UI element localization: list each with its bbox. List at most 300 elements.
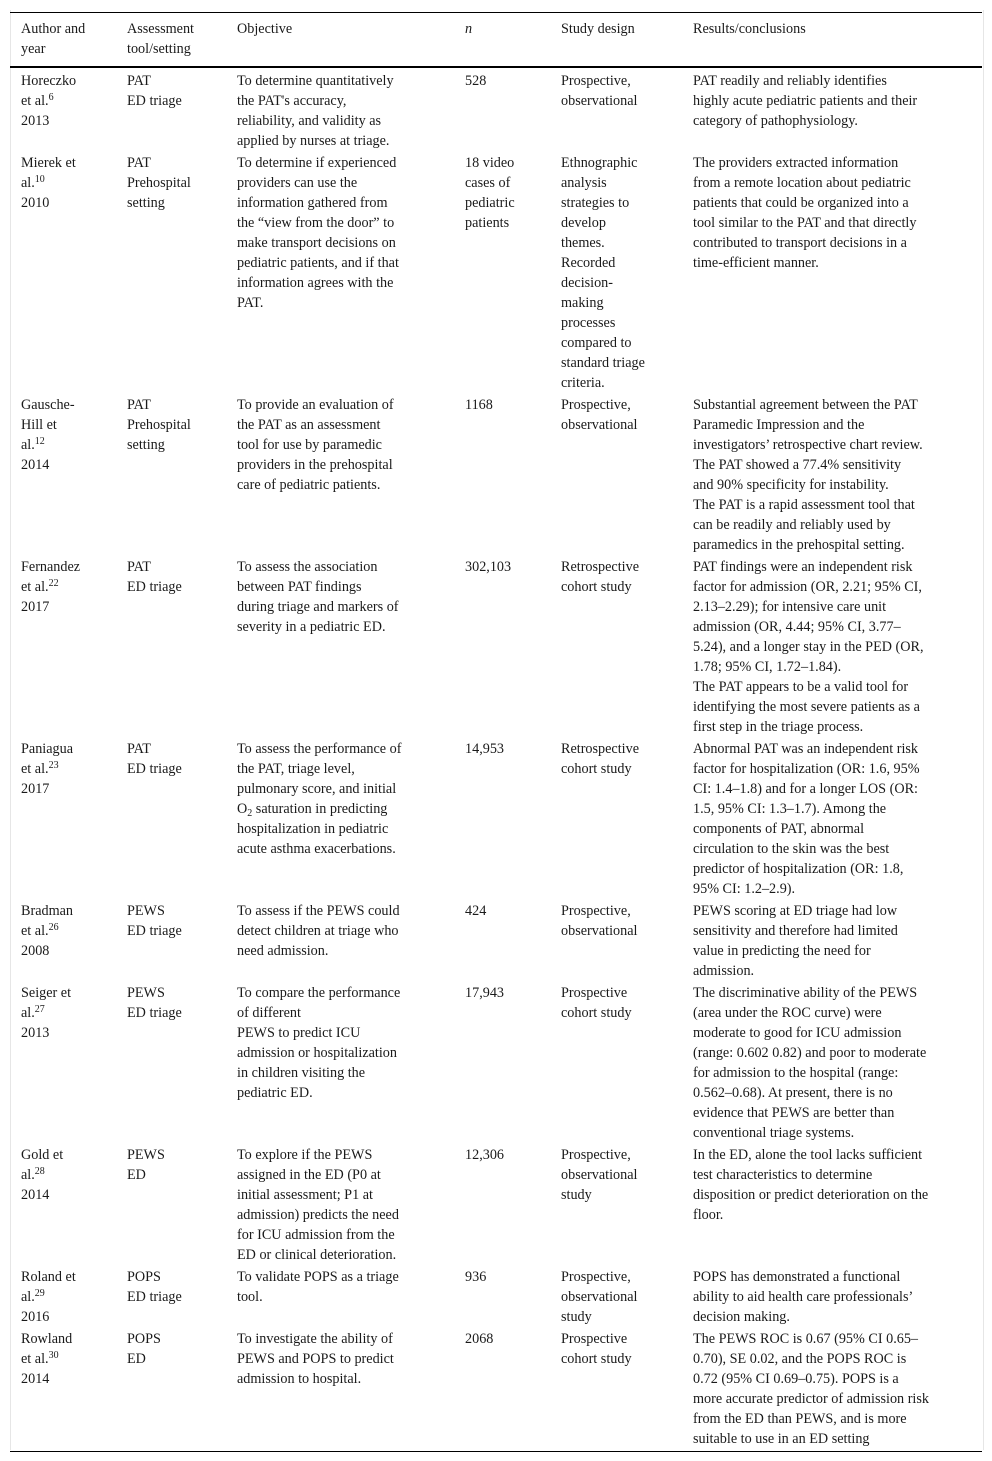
cell-line: POPS bbox=[127, 1269, 161, 1285]
cell-line: pulmonary score, and initial bbox=[237, 781, 397, 797]
cell-line: assigned in the ED (P0 at bbox=[237, 1167, 381, 1183]
year: 2013 bbox=[21, 113, 50, 129]
cell-line: cohort study bbox=[561, 1005, 632, 1021]
cell-line: The PAT is a rapid assessment tool that bbox=[693, 497, 915, 513]
cell-line: for ICU admission from the bbox=[237, 1227, 395, 1243]
cell-line: POPS bbox=[127, 1331, 161, 1347]
cell-line: make transport decisions on bbox=[237, 235, 396, 251]
year: 2013 bbox=[21, 1025, 50, 1041]
cell-line: patients that could be organized into a bbox=[693, 195, 909, 211]
table-row bbox=[10, 1267, 982, 1329]
cell-line: ED triage bbox=[127, 579, 182, 595]
cell-line: study bbox=[561, 1309, 592, 1325]
cell-line: PEWS and POPS to predict bbox=[237, 1351, 394, 1367]
table-row bbox=[10, 395, 982, 557]
o2-symbol: O bbox=[237, 801, 248, 817]
table-row bbox=[10, 901, 982, 983]
study-design-cell bbox=[550, 153, 682, 395]
cell-line: applied by nurses at triage. bbox=[237, 133, 390, 149]
cell-line: patients bbox=[465, 215, 510, 231]
author-line: al.$^{29}$ bbox=[21, 1288, 45, 1305]
assessment-tool-cell bbox=[116, 983, 226, 1145]
header-results: Results/conclusions bbox=[693, 21, 806, 37]
cell-line: making bbox=[561, 295, 604, 311]
cell-line: decision- bbox=[561, 275, 614, 291]
cell-line: Prospective bbox=[561, 985, 628, 1001]
cell-line: circulation to the skin was the best bbox=[693, 841, 890, 857]
cell-line: providers can use the bbox=[237, 175, 358, 191]
author-year-cell bbox=[10, 1267, 116, 1329]
cell-line: of different bbox=[237, 1005, 301, 1021]
cell-line: first step in the triage process. bbox=[693, 719, 864, 735]
cell-line: detect children at triage who bbox=[237, 923, 399, 939]
objective-cell bbox=[226, 395, 454, 557]
cell-line: The PEWS ROC is 0.67 (95% CI 0.65– bbox=[693, 1331, 919, 1347]
cell-line: In the ED, alone the tool lacks sufficient bbox=[693, 1147, 923, 1163]
author-line: Mierek et bbox=[21, 155, 76, 171]
cell-line: during triage and markers of bbox=[237, 599, 399, 615]
cell-line: CI: 1.4–1.8) and for a longer LOS (OR: bbox=[693, 781, 918, 797]
cell-line: information gathered from bbox=[237, 195, 388, 211]
objective-cell bbox=[226, 1145, 454, 1267]
study-design-cell bbox=[550, 983, 682, 1145]
author-year-cell bbox=[10, 1329, 116, 1452]
cell-line: hospitalization in pediatric bbox=[237, 821, 389, 837]
study-design-cell bbox=[550, 557, 682, 739]
study-design-cell bbox=[550, 901, 682, 983]
cell-line: more accurate predictor of admission risk bbox=[693, 1391, 929, 1407]
cell-line: initial assessment; P1 at bbox=[237, 1187, 373, 1203]
assessment-tool-cell bbox=[116, 901, 226, 983]
assessment-tool-cell bbox=[116, 153, 226, 395]
year: 2014 bbox=[21, 1371, 50, 1387]
cell-line: (range: 0.602 0.82) and poor to moderate bbox=[693, 1045, 927, 1061]
cell-line: disposition or predict deterioration on the bbox=[693, 1187, 929, 1203]
cell-line: 12,306 bbox=[465, 1147, 505, 1163]
cell-line: severity in a pediatric ED. bbox=[237, 619, 386, 635]
results-cell bbox=[682, 901, 982, 983]
author-line: et al.$^{30}$ bbox=[21, 1350, 59, 1367]
author-line: al.$^{12}$ bbox=[21, 436, 45, 453]
author-year-cell bbox=[10, 395, 116, 557]
cell-line: cohort study bbox=[561, 579, 632, 595]
sample-size-cell bbox=[454, 983, 550, 1145]
cell-line: Prospective, bbox=[561, 1147, 631, 1163]
cell-line: the “view from the door” to bbox=[237, 215, 395, 231]
author-line: Roland et bbox=[21, 1269, 76, 1285]
cell-line: Prehospital bbox=[127, 175, 191, 191]
cell-line: 14,953 bbox=[465, 741, 505, 757]
header-row bbox=[10, 13, 982, 68]
cell-line: 2068 bbox=[465, 1331, 494, 1347]
table-row bbox=[10, 557, 982, 739]
header-author-year bbox=[10, 13, 116, 68]
cell-line: 95% CI: 1.2–2.9). bbox=[693, 881, 796, 897]
cell-line: admission (OR, 4.44; 95% CI, 3.77– bbox=[693, 619, 901, 635]
assessment-tool-cell bbox=[116, 1145, 226, 1267]
cell-line: 1168 bbox=[465, 397, 493, 413]
reference-number: 10 bbox=[34, 174, 45, 185]
cell-line: Abnormal PAT was an independent risk bbox=[693, 741, 919, 757]
cell-line: conventional triage systems. bbox=[693, 1125, 855, 1141]
cell-line: 18 video bbox=[465, 155, 515, 171]
author-year-cell bbox=[10, 67, 116, 153]
reference-number: 26 bbox=[48, 922, 59, 933]
cell-line: ED bbox=[127, 1351, 146, 1367]
header-line: Assessment bbox=[127, 21, 194, 37]
results-cell bbox=[682, 67, 982, 153]
results-cell bbox=[682, 983, 982, 1145]
cell-line: Ethnographic bbox=[561, 155, 638, 171]
cell-line: To determine if experienced bbox=[237, 155, 397, 171]
cell-line: To assess if the PEWS could bbox=[237, 903, 400, 919]
cell-line: value in predicting the need for bbox=[693, 943, 871, 959]
cell-line: 424 bbox=[465, 903, 487, 919]
cell-line: tool similar to the PAT and that directly bbox=[693, 215, 917, 231]
reference-number: 6 bbox=[48, 92, 54, 103]
header-line: year bbox=[21, 41, 46, 57]
header-line: Author and bbox=[21, 21, 86, 37]
author-line: Rowland bbox=[21, 1331, 73, 1347]
cell-line: ability to aid health care professionals’ bbox=[693, 1289, 914, 1305]
sample-size-cell bbox=[454, 1267, 550, 1329]
table-header bbox=[10, 13, 982, 68]
cell-line: for admission to the hospital (range: bbox=[693, 1065, 899, 1081]
cell-line: tool for use by paramedic bbox=[237, 437, 382, 453]
year: 2017 bbox=[21, 781, 50, 797]
cell-line: PAT readily and reliably identifies bbox=[693, 73, 887, 89]
cell-line: To explore if the PEWS bbox=[237, 1147, 373, 1163]
reference-number: 28 bbox=[34, 1166, 45, 1177]
cell-line: highly acute pediatric patients and their bbox=[693, 93, 918, 109]
cell-line: observational bbox=[561, 417, 638, 433]
cell-line: PAT. bbox=[237, 295, 264, 311]
cell-line: admission to hospital. bbox=[237, 1371, 362, 1387]
cell-line: PEWS bbox=[127, 1147, 165, 1163]
cell-line: POPS has demonstrated a functional bbox=[693, 1269, 901, 1285]
cell-line: ED bbox=[127, 1167, 146, 1183]
sample-size-cell bbox=[454, 1145, 550, 1267]
table-row bbox=[10, 1329, 982, 1452]
author-line: et al.$^6$ bbox=[21, 92, 54, 109]
cell-line: contributed to transport decisions in a bbox=[693, 235, 907, 251]
cell-line: develop bbox=[561, 215, 606, 231]
cell-line: components of PAT, abnormal bbox=[693, 821, 865, 837]
cell-line: Retrospective bbox=[561, 741, 640, 757]
cell-line: Prospective bbox=[561, 1331, 628, 1347]
cell-line: 302,103 bbox=[465, 559, 512, 575]
cell-line: observational bbox=[561, 93, 638, 109]
objective-cell bbox=[226, 153, 454, 395]
author-line: al.$^{10}$ bbox=[21, 174, 45, 191]
results-cell bbox=[682, 557, 982, 739]
author-line: al.$^{27}$ bbox=[21, 1004, 45, 1021]
cell-line: The PAT showed a 77.4% sensitivity bbox=[693, 457, 902, 473]
cell-line: Substantial agreement between the PAT bbox=[693, 397, 918, 413]
sample-size-cell bbox=[454, 739, 550, 901]
cell-line: 17,943 bbox=[465, 985, 505, 1001]
author-line: Hill et bbox=[21, 417, 57, 433]
cell-line: care of pediatric patients. bbox=[237, 477, 381, 493]
cell-line: PAT findings were an independent risk bbox=[693, 559, 913, 575]
year: 2008 bbox=[21, 943, 50, 959]
cell-line: predictor of hospitalization (OR: 1.8, bbox=[693, 861, 904, 877]
cell-line: providers in the prehospital bbox=[237, 457, 393, 473]
cell-line: The discriminative ability of the PEWS bbox=[693, 985, 918, 1001]
cell-line: investigators’ retrospective chart review. bbox=[693, 437, 923, 453]
cell-line: 2.13–2.29); for intensive care unit bbox=[693, 599, 887, 615]
cell-line: PEWS scoring at ED triage had low bbox=[693, 903, 898, 919]
cell-line: test characteristics to determine bbox=[693, 1167, 873, 1183]
table-row bbox=[10, 739, 982, 901]
cell-line: strategies to bbox=[561, 195, 630, 211]
cell-line: 1.5, 95% CI: 1.3–1.7). Among the bbox=[693, 801, 887, 817]
author-line: et al.$^{26}$ bbox=[21, 922, 59, 939]
table-row bbox=[10, 1145, 982, 1267]
cell-line: the PAT's accuracy, bbox=[237, 93, 347, 109]
cell-line: category of pathophysiology. bbox=[693, 113, 858, 129]
cell-line: information agrees with the bbox=[237, 275, 394, 291]
objective-cell bbox=[226, 739, 454, 901]
cell-line: cohort study bbox=[561, 1351, 632, 1367]
cell-line: from the ED than PEWS, and is more bbox=[693, 1411, 907, 1427]
cell-line: need admission. bbox=[237, 943, 329, 959]
author-line: Horeczko bbox=[21, 73, 77, 89]
results-cell bbox=[682, 1267, 982, 1329]
study-design-cell bbox=[550, 67, 682, 153]
cell-line: observational bbox=[561, 1289, 638, 1305]
sample-size-cell bbox=[454, 557, 550, 739]
author-line: al.$^{28}$ bbox=[21, 1166, 45, 1183]
author-line: Bradman bbox=[21, 903, 74, 919]
objective-cell bbox=[226, 1329, 454, 1452]
cell-line: 528 bbox=[465, 73, 487, 89]
cell-line: 936 bbox=[465, 1269, 487, 1285]
cell-line: 5.24), and a longer stay in the PED (OR, bbox=[693, 639, 924, 655]
reference-number: 27 bbox=[34, 1004, 45, 1015]
results-cell bbox=[682, 739, 982, 901]
sample-size-cell bbox=[454, 67, 550, 153]
cell-line: ED triage bbox=[127, 1289, 182, 1305]
cell-line: 0.72 (95% CI 0.69–0.75). POPS is a bbox=[693, 1371, 899, 1387]
year: 2014 bbox=[21, 1187, 50, 1203]
cell-line: ED triage bbox=[127, 923, 182, 939]
study-design-cell bbox=[550, 1145, 682, 1267]
cell-line: themes. bbox=[561, 235, 605, 251]
cell-line: moderate to good for ICU admission bbox=[693, 1025, 902, 1041]
cell-line: 1.78; 95% CI, 1.72–1.84). bbox=[693, 659, 842, 675]
author-line: Gausche- bbox=[21, 397, 75, 413]
results-cell bbox=[682, 395, 982, 557]
header-objective: Objective bbox=[237, 21, 293, 37]
sample-size-cell bbox=[454, 901, 550, 983]
author-year-cell bbox=[10, 901, 116, 983]
objective-cell bbox=[226, 901, 454, 983]
reference-number: 12 bbox=[34, 436, 45, 447]
assessment-tool-cell bbox=[116, 1329, 226, 1452]
cell-line: ED triage bbox=[127, 1005, 182, 1021]
cell-line: PAT bbox=[127, 741, 151, 757]
cell-line: criteria. bbox=[561, 375, 605, 391]
reference-number: 22 bbox=[48, 578, 59, 589]
cell-line: To compare the performance bbox=[237, 985, 401, 1001]
header-study-design: Study design bbox=[561, 21, 635, 37]
cell-line: tool. bbox=[237, 1289, 263, 1305]
o2-rest: saturation in predicting bbox=[252, 801, 388, 817]
cell-line: Retrospective bbox=[561, 559, 640, 575]
results-cell bbox=[682, 1145, 982, 1267]
cell-line: pediatric patients, and if that bbox=[237, 255, 399, 271]
header-line: tool/setting bbox=[127, 41, 191, 57]
cell-line: pediatric ED. bbox=[237, 1085, 313, 1101]
table-row bbox=[10, 153, 982, 395]
cell-line: PAT bbox=[127, 397, 151, 413]
year: 2017 bbox=[21, 599, 50, 615]
cell-line: identifying the most severe patients as a bbox=[693, 699, 920, 715]
assessment-tool-cell bbox=[116, 395, 226, 557]
cell-line: evidence that PEWS are better than bbox=[693, 1105, 895, 1121]
cell-line: To assess the performance of bbox=[237, 741, 402, 757]
cell-line: To provide an evaluation of bbox=[237, 397, 394, 413]
header-assessment-tool bbox=[116, 13, 226, 68]
cell-line: ED triage bbox=[127, 761, 182, 777]
cell-line: PEWS bbox=[127, 985, 165, 1001]
reference-number: 23 bbox=[48, 760, 59, 771]
assessment-tool-cell bbox=[116, 557, 226, 739]
cell-line: processes bbox=[561, 315, 616, 331]
cell-line: observational bbox=[561, 923, 638, 939]
cell-line: PAT bbox=[127, 73, 151, 89]
cell-line: acute asthma exacerbations. bbox=[237, 841, 396, 857]
cell-line: 0.562–0.68). At present, there is no bbox=[693, 1085, 893, 1101]
cell-line: factor for hospitalization (OR: 1.6, 95% bbox=[693, 761, 920, 777]
cell-line: PAT bbox=[127, 559, 151, 575]
cell-line: To validate POPS as a triage bbox=[237, 1269, 399, 1285]
cell-line: ED or clinical deterioration. bbox=[237, 1247, 397, 1263]
cell-line: Prospective, bbox=[561, 397, 631, 413]
author-line: Gold et bbox=[21, 1147, 64, 1163]
cell-line: pediatric bbox=[465, 195, 515, 211]
o2-subscript: 2 bbox=[247, 808, 253, 819]
cell-line: To assess the association bbox=[237, 559, 378, 575]
cell-line: cases of bbox=[465, 175, 511, 191]
cell-line: PEWS bbox=[127, 903, 165, 919]
study-design-cell bbox=[550, 1329, 682, 1452]
cell-line: (area under the ROC curve) were bbox=[693, 1005, 882, 1021]
table-row bbox=[10, 67, 982, 153]
cell-line: analysis bbox=[561, 175, 607, 191]
cell-line: study bbox=[561, 1187, 592, 1203]
author-year-cell bbox=[10, 1145, 116, 1267]
cell-line: ED triage bbox=[127, 93, 182, 109]
o2-line bbox=[237, 799, 450, 819]
author-year-cell bbox=[10, 557, 116, 739]
cell-line: Prospective, bbox=[561, 903, 631, 919]
study-design-cell bbox=[550, 395, 682, 557]
cell-line: PEWS to predict ICU bbox=[237, 1025, 361, 1041]
cell-line: decision making. bbox=[693, 1309, 790, 1325]
objective-cell bbox=[226, 983, 454, 1145]
cell-line: The providers extracted information bbox=[693, 155, 899, 171]
table-row bbox=[10, 983, 982, 1145]
author-line: et al.$^{22}$ bbox=[21, 578, 59, 595]
objective-cell bbox=[226, 1267, 454, 1329]
study-design-cell bbox=[550, 1267, 682, 1329]
studies-table bbox=[10, 12, 982, 1452]
author-line: Paniagua bbox=[21, 741, 74, 757]
cell-line: compared to bbox=[561, 335, 632, 351]
header-n: n bbox=[465, 21, 473, 37]
author-line: et al.$^{23}$ bbox=[21, 760, 59, 777]
cell-line: Recorded bbox=[561, 255, 616, 271]
year: 2016 bbox=[21, 1309, 50, 1325]
cell-line: 0.70), SE 0.02, and the POPS ROC is bbox=[693, 1351, 907, 1367]
year: 2010 bbox=[21, 195, 50, 211]
assessment-tool-cell bbox=[116, 1267, 226, 1329]
cell-line: between PAT findings bbox=[237, 579, 362, 595]
cell-line: from a remote location about pediatric bbox=[693, 175, 911, 191]
study-design-cell bbox=[550, 739, 682, 901]
year: 2014 bbox=[21, 457, 50, 473]
cell-line: sensitivity and therefore had limited bbox=[693, 923, 898, 939]
author-line: Fernandez bbox=[21, 559, 81, 575]
sample-size-cell bbox=[454, 395, 550, 557]
table-body bbox=[10, 67, 982, 1452]
cell-line: admission) predicts the need bbox=[237, 1207, 399, 1223]
cell-line: Prospective, bbox=[561, 1269, 631, 1285]
cell-line: time-efficient manner. bbox=[693, 255, 819, 271]
cell-line: To investigate the ability of bbox=[237, 1331, 393, 1347]
objective-cell bbox=[226, 557, 454, 739]
cell-line: the PAT, triage level, bbox=[237, 761, 355, 777]
cell-line: cohort study bbox=[561, 761, 632, 777]
author-line: Seiger et bbox=[21, 985, 72, 1001]
cell-line: floor. bbox=[693, 1207, 724, 1223]
cell-line: standard triage bbox=[561, 355, 645, 371]
results-cell bbox=[682, 1329, 982, 1452]
author-year-cell bbox=[10, 983, 116, 1145]
results-cell bbox=[682, 153, 982, 395]
cell-line: reliability, and validity as bbox=[237, 113, 382, 129]
cell-line: suitable to use in an ED setting bbox=[693, 1431, 870, 1447]
sample-size-cell bbox=[454, 1329, 550, 1452]
cell-line: Prehospital bbox=[127, 417, 191, 433]
assessment-tool-cell bbox=[116, 67, 226, 153]
cell-line: observational bbox=[561, 1167, 638, 1183]
cell-line: can be readily and reliably used by bbox=[693, 517, 891, 533]
objective-cell bbox=[226, 67, 454, 153]
cell-line: The PAT appears to be a valid tool for bbox=[693, 679, 909, 695]
cell-line: Paramedic Impression and the bbox=[693, 417, 865, 433]
author-year-cell bbox=[10, 739, 116, 901]
reference-number: 30 bbox=[48, 1350, 59, 1361]
cell-line: in children visiting the bbox=[237, 1065, 366, 1081]
author-year-cell bbox=[10, 153, 116, 395]
sample-size-cell bbox=[454, 153, 550, 395]
assessment-tool-cell bbox=[116, 739, 226, 901]
cell-line: and 90% specificity for instability. bbox=[693, 477, 889, 493]
cell-line: setting bbox=[127, 195, 165, 211]
cell-line: To determine quantitatively bbox=[237, 73, 394, 89]
cell-line: admission. bbox=[693, 963, 755, 979]
cell-line: the PAT as an assessment bbox=[237, 417, 381, 433]
cell-line: paramedics in the prehospital setting. bbox=[693, 537, 905, 553]
cell-line: factor for admission (OR, 2.21; 95% CI, bbox=[693, 579, 922, 595]
cell-line: admission or hospitalization bbox=[237, 1045, 397, 1061]
cell-line: setting bbox=[127, 437, 165, 453]
cell-line: Prospective, bbox=[561, 73, 631, 89]
reference-number: 29 bbox=[34, 1288, 45, 1299]
